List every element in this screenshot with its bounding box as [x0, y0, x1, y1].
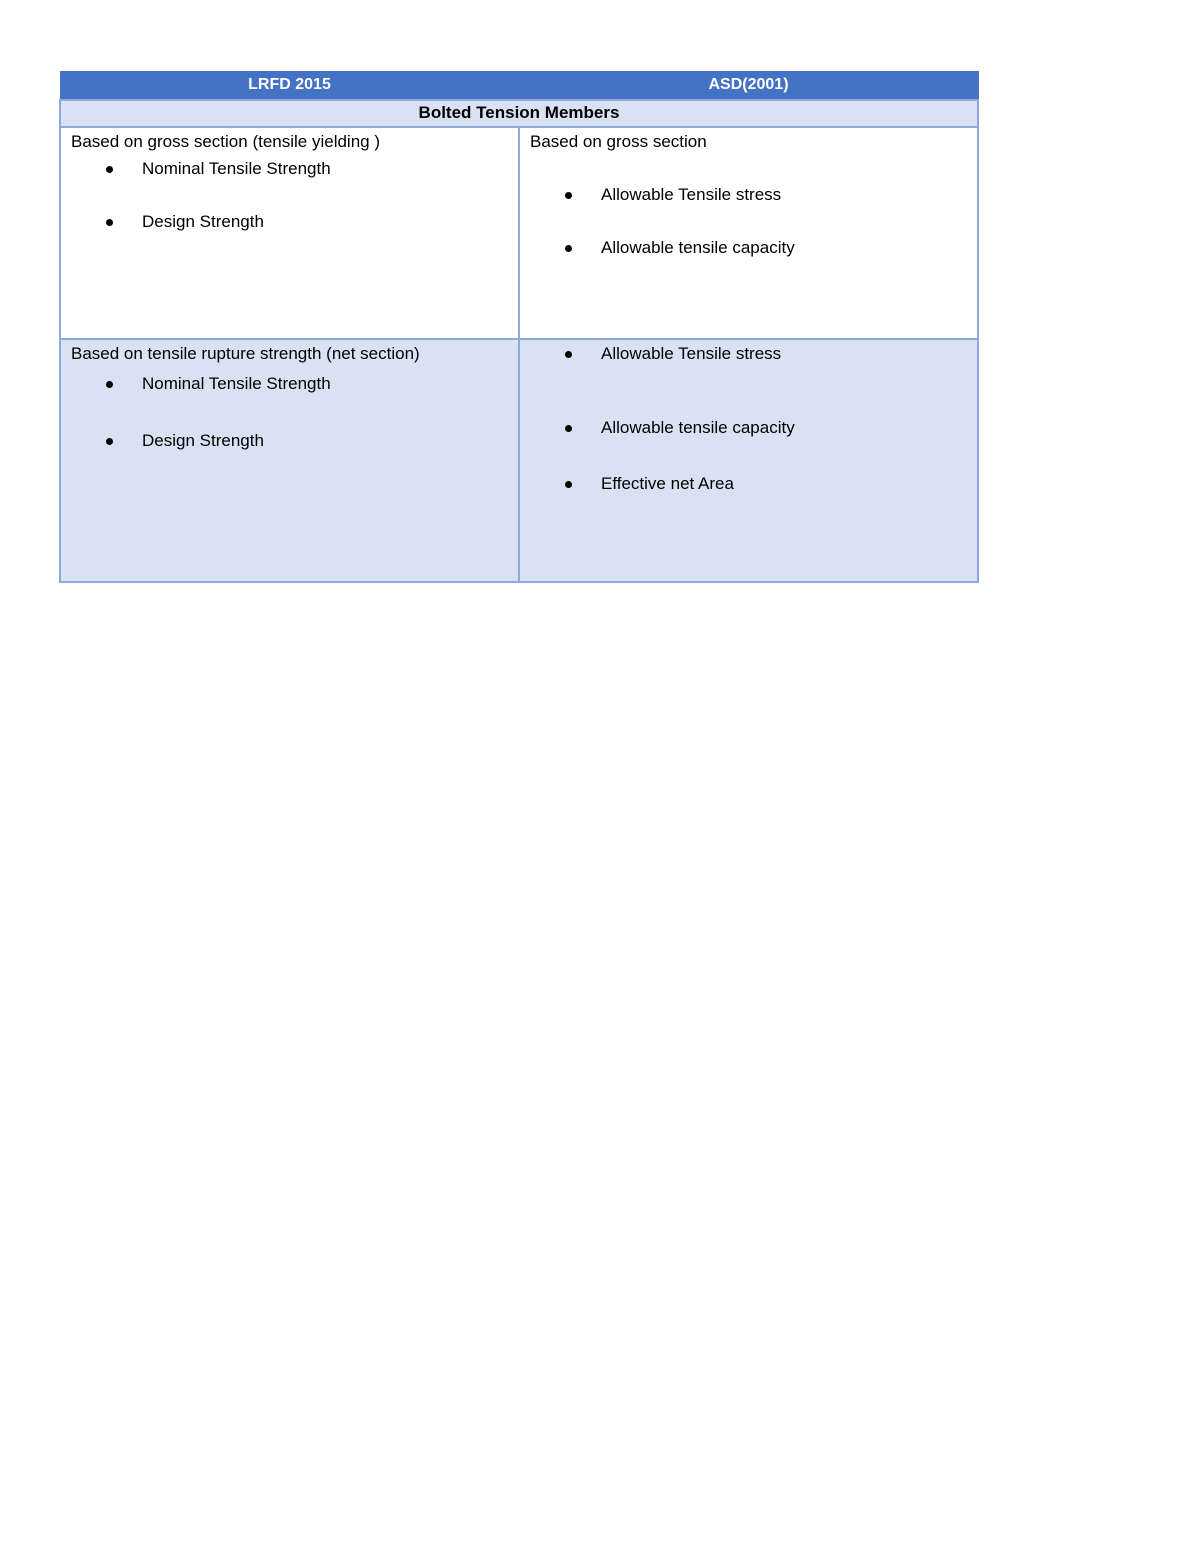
list-item — [530, 342, 967, 366]
list-item — [71, 372, 508, 396]
bullet-icon — [106, 219, 113, 226]
bullet-list — [71, 372, 508, 453]
section-title: Bolted Tension Members — [60, 100, 978, 127]
table-header-row — [60, 72, 978, 100]
bullet-icon — [106, 438, 113, 445]
list-item — [530, 236, 967, 260]
list-item — [530, 472, 967, 496]
table-cell-asd-gross — [519, 127, 978, 339]
table-row — [60, 339, 978, 582]
header-lrfd: LRFD 2015 — [60, 72, 519, 100]
list-item-label: Allowable Tensile stress — [601, 184, 782, 204]
bullet-list — [530, 342, 967, 496]
list-item-label: Nominal Tensile Strength — [142, 373, 331, 393]
bullet-icon — [106, 381, 113, 388]
list-item-label: Allowable Tensile stress — [601, 343, 782, 363]
bullet-icon — [565, 481, 572, 488]
bullet-icon — [565, 245, 572, 252]
list-item-label: Design Strength — [142, 211, 264, 231]
list-item-label: Allowable tensile capacity — [601, 237, 795, 257]
table-cell-lrfd-gross — [60, 127, 519, 339]
bullet-icon — [565, 192, 572, 199]
bullet-icon — [106, 166, 113, 173]
header-asd: ASD(2001) — [519, 72, 978, 100]
list-item-label: Effective net Area — [601, 473, 734, 493]
bullet-list — [530, 183, 967, 260]
list-item — [71, 429, 508, 453]
list-item — [530, 416, 967, 440]
table-row — [60, 127, 978, 339]
list-item-label: Nominal Tensile Strength — [142, 158, 331, 178]
list-item — [71, 210, 508, 234]
list-item — [71, 157, 508, 181]
table-cell-lrfd-net — [60, 339, 519, 582]
cell-heading: Based on tensile rupture strength (net section) — [71, 343, 420, 363]
comparison-table — [59, 71, 979, 583]
list-item — [530, 183, 967, 207]
table-cell-asd-net — [519, 339, 978, 582]
bullet-list — [71, 157, 508, 234]
section-title-row — [60, 100, 978, 127]
list-item-label: Allowable tensile capacity — [601, 417, 795, 437]
cell-heading: Based on gross section (tensile yielding ) — [71, 131, 380, 151]
cell-heading: Based on gross section — [530, 131, 707, 151]
bullet-icon — [565, 425, 572, 432]
list-item-label: Design Strength — [142, 430, 264, 450]
bullet-icon — [565, 351, 572, 358]
